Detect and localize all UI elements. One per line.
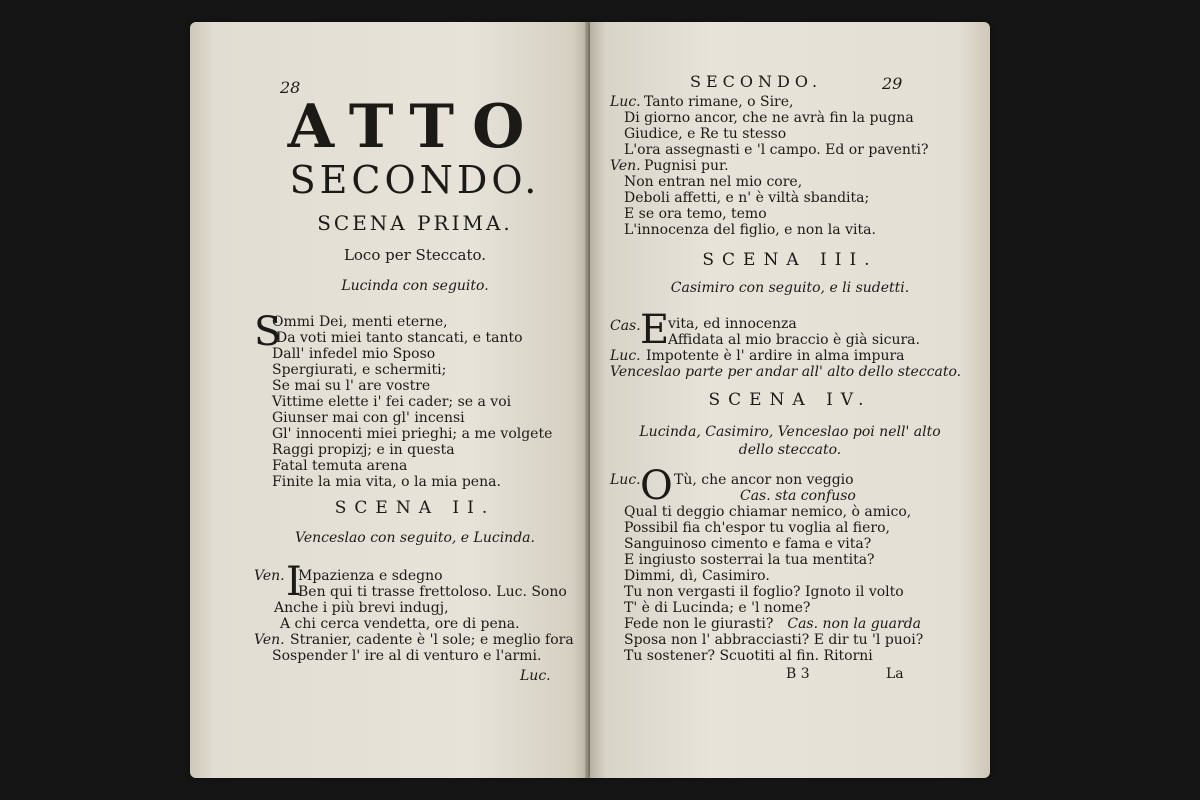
scena-ii-heading: SCENA II. (334, 498, 496, 518)
drop-cap: E (640, 307, 670, 353)
verse-line: T' è di Lucinda; e 'l nome? (624, 600, 811, 616)
page-number-left: 28 (280, 78, 301, 97)
verse-line: L'ora assegnasti e 'l campo. Ed or paventi? (624, 142, 929, 158)
aside: Cas. sta confuso (740, 488, 856, 504)
speech-block (298, 568, 567, 600)
verse-line: Non entran nel mio core, (624, 174, 803, 190)
speech-block (272, 648, 541, 664)
verse-line: Anche i più brevi indugj, (274, 600, 449, 616)
open-book (190, 22, 990, 778)
verse-line: Tu non vergasti il foglio? Ignoto il volto (624, 584, 904, 600)
speaker-label: Cas. (610, 318, 641, 334)
page-number-right: 29 (882, 74, 903, 93)
verse-line: Affidata al mio braccio è già sicura. (668, 332, 920, 348)
stage-direction: Lucinda con seguito. (341, 278, 489, 294)
speech-line (610, 348, 905, 364)
setting-line: Loco per Steccato. (343, 246, 487, 264)
verse-line: Raggi propizj; e in questa (272, 442, 455, 458)
scena-prima-heading: SCENA PRIMA. (317, 211, 513, 235)
verse-line: Mpazienza e sdegno (298, 568, 443, 584)
aside: Cas. non la guarda (787, 616, 922, 632)
title-secondo: SECONDO. (289, 158, 541, 202)
verse-line: Qual ti deggio chiamar nemico, ò amico, (624, 504, 912, 520)
verse-line: Fede non le giurasti? (624, 616, 774, 632)
stage-direction: Venceslao con seguito, e Lucinda. (295, 530, 535, 546)
verse-line: Impotente è l' ardire in alma impura (646, 348, 905, 364)
verse-line: Tu sostener? Scuotiti al fin. Ritorni (624, 648, 873, 664)
verse-line: L'innocenza del figlio, e non la vita. (624, 222, 876, 238)
verse-line: Ben qui ti trasse frettoloso. Luc. Sono (298, 584, 567, 600)
signature-mark: B 3 (786, 666, 810, 682)
verse-line: Di giorno ancor, che ne avrà fin la pugna (624, 110, 914, 126)
verse-line: Da voti miei tanto stancati, e tanto (276, 330, 523, 346)
speaker-label: Luc. (610, 472, 641, 488)
left-page (190, 22, 588, 778)
stage-direction: Casimiro con seguito, e li sudetti. (670, 280, 910, 296)
verse-line: Gl' innocenti miei prieghi; a me volgete (272, 426, 553, 442)
verse-line: Sposa non l' abbracciasti? E dir tu 'l puoi? (624, 632, 924, 648)
right-page (590, 22, 990, 778)
scena-iv-heading: SCENA IV. (708, 390, 872, 410)
speaker-label: Luc. (610, 94, 641, 110)
verse-line: Giudice, e Re tu stesso (624, 126, 787, 142)
drop-cap: S (254, 309, 282, 355)
catchword: La (886, 666, 904, 682)
verse-line: Sospender l' ire al di venturo e l'armi. (272, 648, 542, 664)
running-head: SECONDO. (690, 72, 823, 91)
verse-line: Spergiurati, e schermiti; (272, 362, 447, 378)
verse-line: Tù, che ancor non veggio (674, 472, 854, 488)
verse-line: Stranier, cadente è 'l sole; e meglio fora (290, 632, 574, 648)
verse-line: E ingiusto sosterrai la tua mentita? (624, 552, 875, 568)
speech-block (274, 600, 520, 632)
verse-line: Se mai su l' are vostre (272, 378, 431, 394)
verse-line: Sanguinoso cimento e fama e vita? (624, 536, 872, 552)
speaker-label: Ven. (254, 632, 285, 648)
verse-line: Pugnisi pur. (644, 158, 729, 174)
title-atto: ATTO (287, 92, 543, 162)
verse-line: Possibil fia ch'espor tu voglia al fiero, (624, 520, 890, 536)
drop-cap: O (640, 463, 673, 509)
verse-line: Deboli affetti, e n' è viltà sbandita; (624, 190, 870, 206)
speech-block (272, 314, 552, 490)
speech-block (610, 94, 928, 238)
scena-iii-heading: SCENA III. (702, 250, 878, 270)
speaker-label: Ven. (610, 158, 641, 174)
verse-line: vita, ed innocenza (668, 316, 797, 332)
drop-cap: I (286, 559, 302, 605)
verse-line: Dimmi, dì, Casimiro. (624, 568, 770, 584)
speech-block (624, 504, 923, 664)
stage-direction: Lucinda, Casimiro, Venceslao poi nell' alto (639, 424, 941, 440)
verse-line: E se ora temo, temo (624, 206, 767, 222)
stage-direction: dello steccato. (738, 442, 842, 458)
verse-line: Finite la mia vita, o la mia pena. (272, 474, 501, 490)
verse-line: Dall' infedel mio Sposo (272, 346, 436, 362)
speech-block (290, 632, 574, 648)
verse-line: A chi cerca vendetta, ore di pena. (280, 616, 520, 632)
speech-block (668, 316, 920, 348)
verse-line: Tanto rimane, o Sire, (644, 94, 794, 110)
verse-line: Vittime elette i' fei cader; se a voi (272, 394, 512, 410)
catchword: Luc. (520, 668, 551, 684)
verse-line: Giunser mai con gl' incensi (272, 410, 465, 426)
verse-line: Ommi Dei, menti eterne, (272, 314, 448, 330)
verse-line: Fatal temuta arena (272, 458, 408, 474)
speaker-label: Ven. (254, 568, 285, 584)
speaker-label: Luc. (610, 348, 641, 364)
stage-direction: Venceslao parte per andar all' alto dello steccato. (610, 364, 962, 380)
